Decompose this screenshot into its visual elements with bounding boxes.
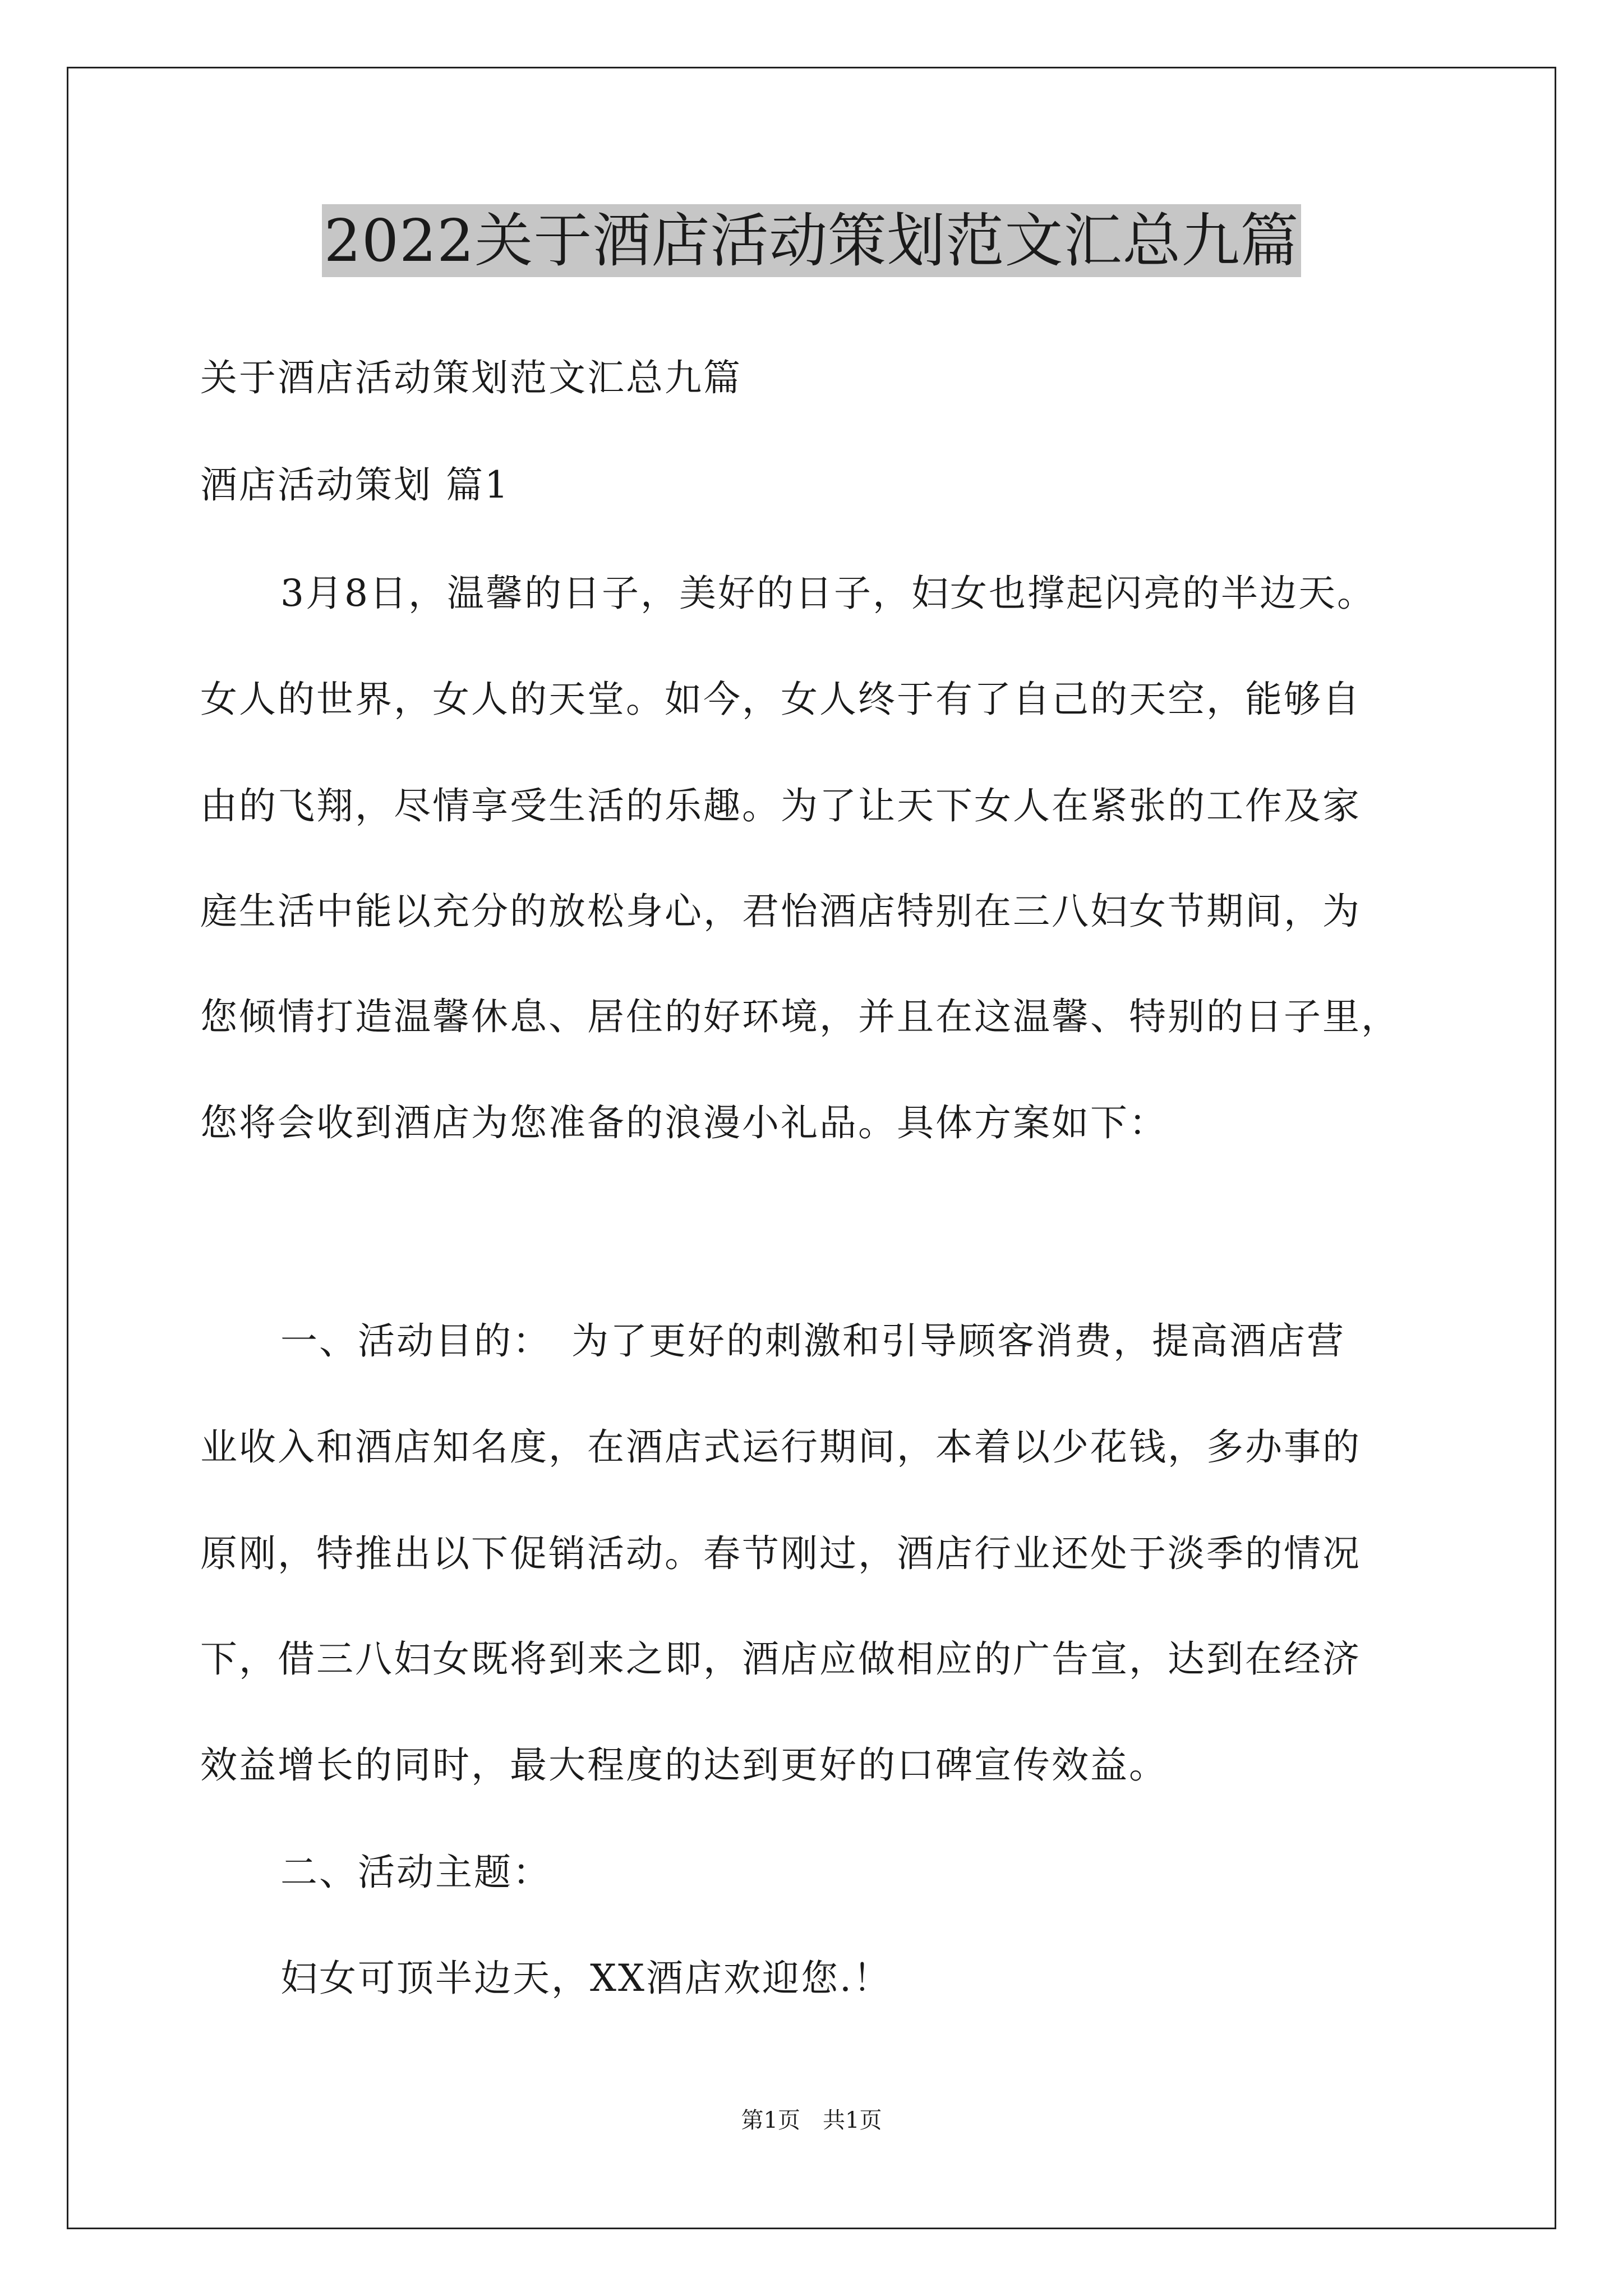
title-container [0,204,1623,277]
paragraph-line: 您将会收到酒店为您准备的浪漫小礼品。具体方案如下： [200,1101,1168,1144]
theme-line: 妇女可顶半边天，XX酒店欢迎您.！ [280,1957,892,2000]
paragraph-line: 庭生活中能以充分的放松身心，君怡酒店特别在三八妇女节期间，为 [200,890,1361,933]
paragraph-line: 原刚，特推出以下促销活动。春节刚过，酒店行业还处于淡季的情况 [200,1532,1361,1575]
paragraph-line: 一、活动目的： 为了更好的刺激和引导顾客消费，提高酒店营 [280,1319,1345,1363]
paragraph-line: 您倾情打造温馨休息、居住的好环境，并且在这温馨、特别的日子里， [200,995,1400,1038]
paragraph-line: 由的飞翔，尽情享受生活的乐趣。为了让天下女人在紧张的工作及家 [200,784,1361,827]
document-title: 2022关于酒店活动策划范文汇总九篇 [322,204,1302,277]
paragraph-line: 效益增长的同时，最大程度的达到更好的口碑宣传效益。 [200,1743,1168,1787]
section-heading-2: 二、活动主题： [280,1851,551,1894]
paragraph-line: 业收入和酒店知名度，在酒店式运行期间，本着以少花钱，多办事的 [200,1425,1361,1469]
section-heading: 酒店活动策划 篇1 [200,463,510,507]
paragraph-line: 下，借三八妇女既将到来之即，酒店应做相应的广告宣，达到在经济 [200,1637,1361,1681]
document-subtitle: 关于酒店活动策划范文汇总九篇 [200,356,742,399]
page-footer: 第1页 共1页 [741,2108,882,2133]
paragraph-line: 女人的世界，女人的天堂。如今，女人终于有了自己的天空，能够自 [200,678,1361,721]
paragraph-line: 3月8日，温馨的日子，美好的日子，妇女也撑起闪亮的半边天。 [280,572,1376,615]
